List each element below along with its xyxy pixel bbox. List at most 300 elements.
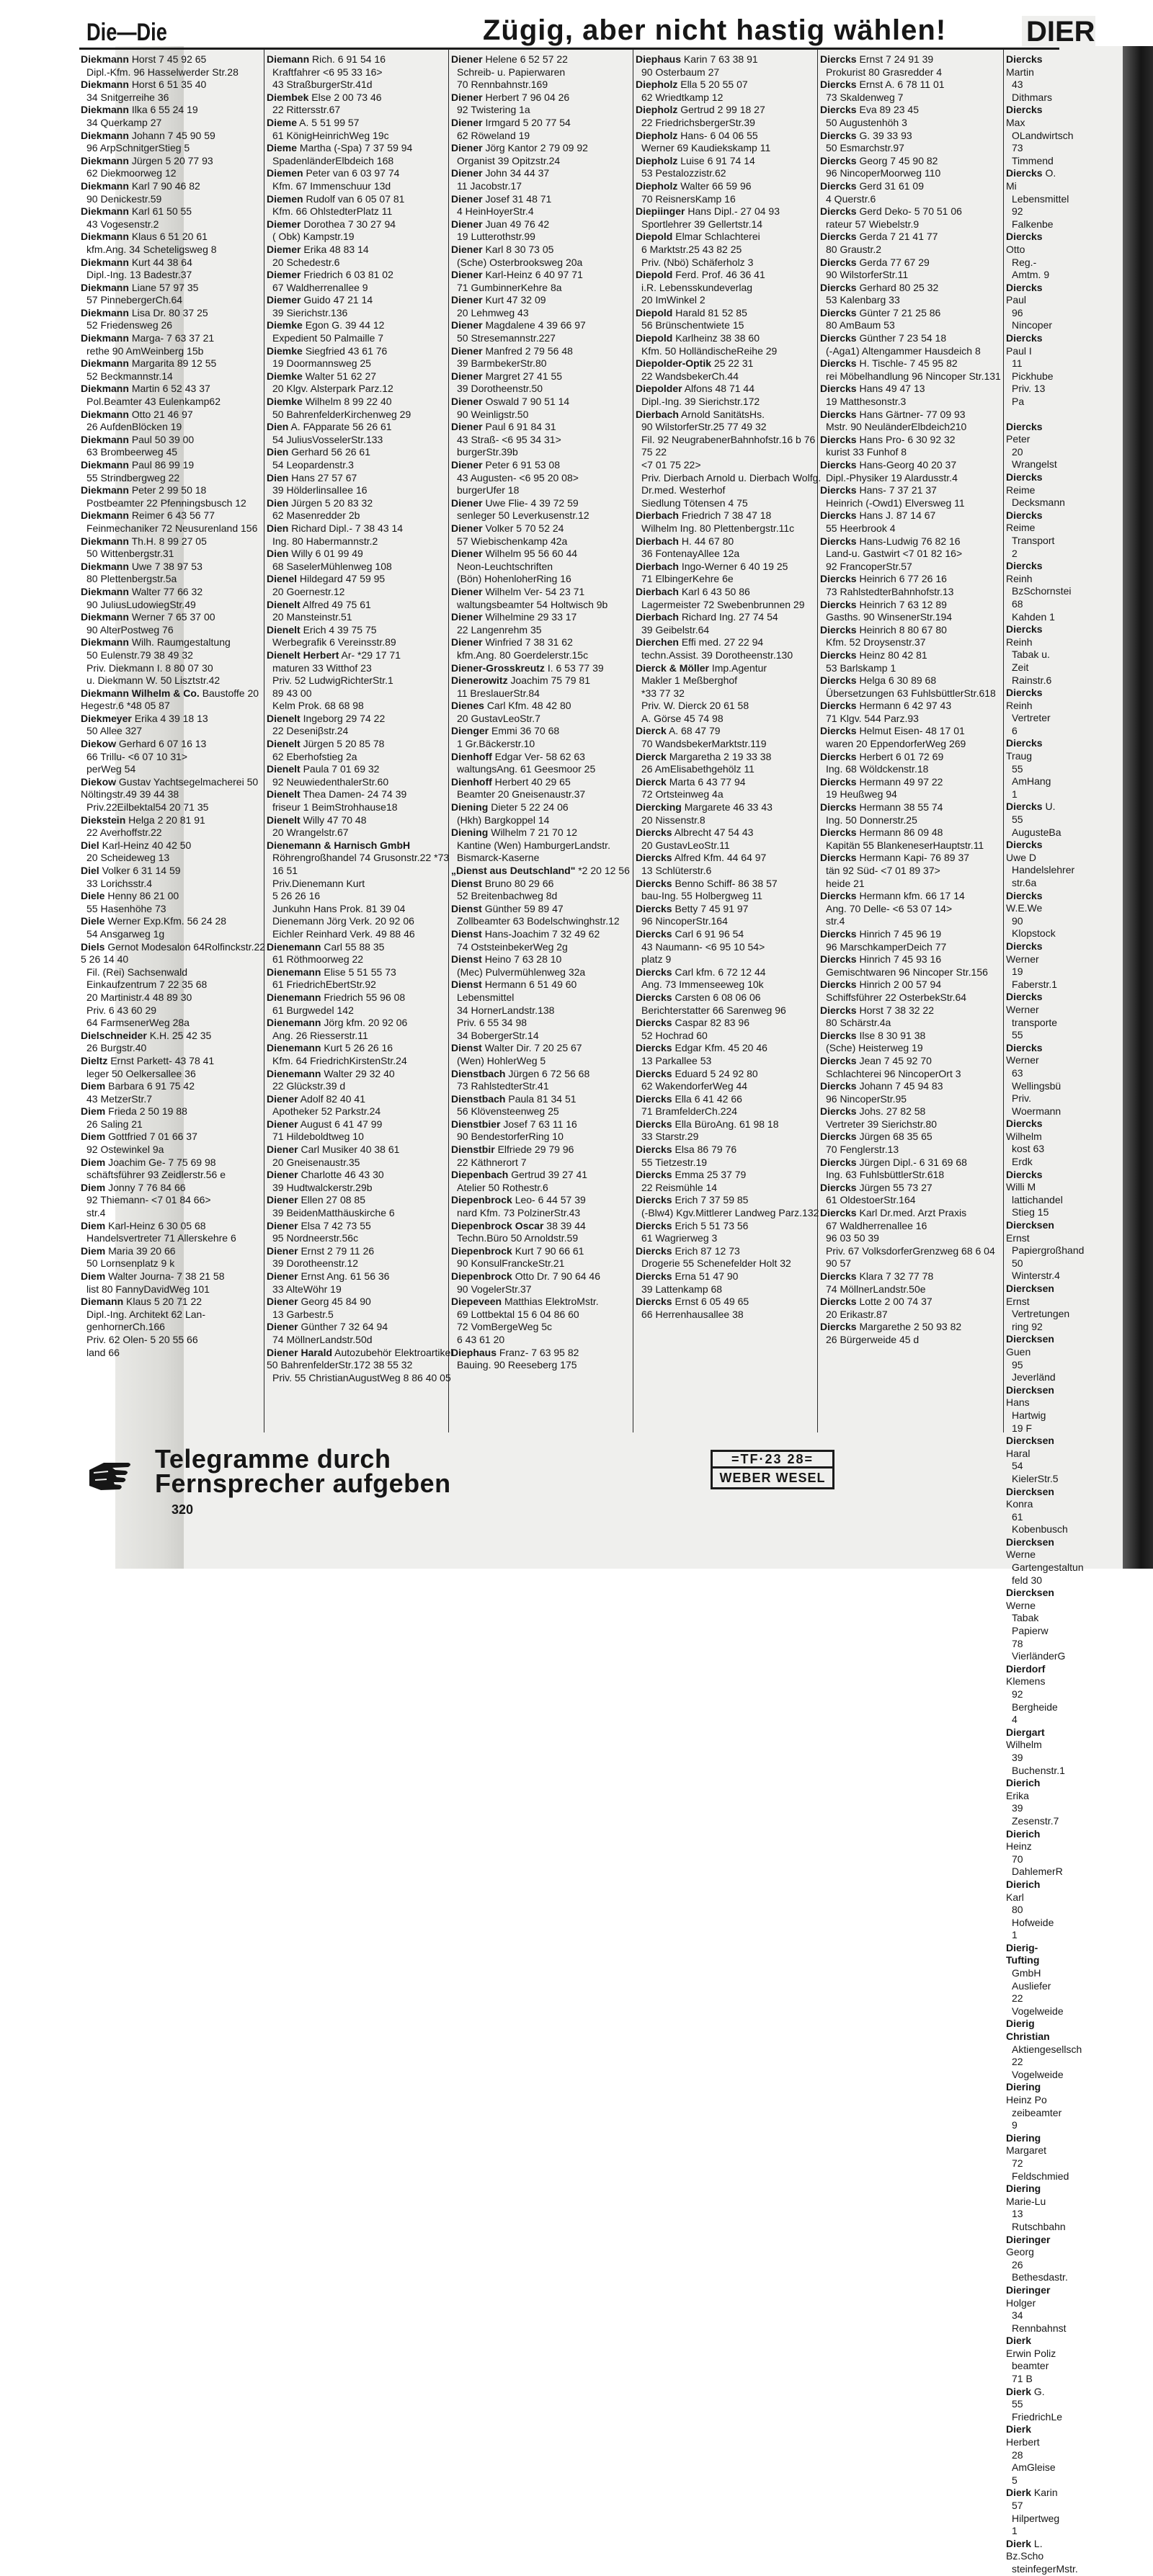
listing-name: Dieme (267, 142, 298, 154)
listing-details: ( Obk) Kampstr.19 (272, 231, 355, 243)
listing-name: Diepenbrock (451, 1244, 512, 1257)
listing-entry (1006, 1904, 1058, 1942)
listing-entry (81, 636, 268, 649)
listing-name: Diercks (820, 459, 857, 471)
listing-details: 43 MetzerStr.7 (86, 1092, 153, 1105)
listing-details: Rainstr.6 (1012, 674, 1052, 686)
listing-entry (636, 535, 823, 548)
listing-details: 55 Strindbergweg 22 (86, 471, 180, 483)
listing-entry (451, 509, 638, 522)
listing-entry (1006, 991, 1058, 1016)
listing-name: Diercks (1006, 231, 1043, 243)
listing-details: Reinh (1006, 572, 1033, 584)
listing-entry (451, 92, 638, 104)
listing-details: 34 Querkamp 27 (86, 116, 162, 128)
listing-entry (81, 1156, 268, 1169)
listing-details: Erika 4 39 18 13 (134, 712, 208, 724)
listing-details: *33 77 32 (641, 687, 685, 699)
listing-entry (81, 548, 268, 561)
listing-details: Günter 7 21 25 86 (859, 306, 941, 318)
listing-details: Hans (1006, 1396, 1030, 1409)
listing-entry (451, 294, 638, 307)
listing-entry (267, 1017, 454, 1030)
listing-entry (820, 1334, 1007, 1347)
listing-entry (1006, 53, 1058, 79)
listing-details: 20 ImWinkel 2 (641, 294, 705, 306)
listing-details: str.4 (826, 915, 845, 927)
listing-name: Diercks (820, 1131, 857, 1143)
listing-details: Willy 6 01 99 49 (291, 548, 363, 560)
listing-details: Herbert 6 01 72 69 (859, 750, 944, 762)
listing-details: 72 Ortsteinweg 4a (641, 788, 724, 801)
listing-entry (267, 434, 454, 447)
listing-entry (1006, 1828, 1058, 1853)
listing-details: (Wen) HohlerWeg 5 (457, 1054, 546, 1066)
listing-name: Diercking (636, 801, 682, 814)
listing-entry (451, 409, 638, 422)
listing-entry (1006, 915, 1058, 940)
listing-entry (1006, 1574, 1058, 1587)
listing-name: Diener (267, 1194, 298, 1206)
listing-entry (451, 244, 638, 257)
listing-details: Priv. Woermann (1012, 1092, 1061, 1117)
listing-details: 73 RahlstedterStr.41 (457, 1080, 549, 1092)
listing-name: Diercks (1006, 471, 1043, 483)
listing-name: Dierck & Möller (636, 661, 709, 674)
listing-details: 26 AmElisabethgehölz 11 (641, 763, 754, 775)
listing-name: Diembek (267, 91, 309, 103)
advertiser-logo (711, 1450, 834, 1494)
listing-name: Diercks (820, 129, 857, 141)
listing-name: Diercks (1006, 801, 1043, 813)
listing-details: GmbH Ausliefer (1012, 1967, 1051, 1992)
listing-name: Diercks (636, 1118, 672, 1130)
listing-details: 57 Hilpertweg 1 (1012, 2500, 1060, 2537)
listing-entry (820, 1182, 1007, 1195)
listing-details: Einkaufzentrum 7 22 35 68 (86, 979, 208, 991)
listing-entry (267, 713, 454, 726)
listing-name: Diercks (636, 826, 672, 839)
listing-entry (451, 218, 638, 231)
listing-name: Dienelt (267, 814, 301, 826)
listing-entry (636, 282, 823, 295)
listing-details: Erna 51 47 90 (675, 1270, 739, 1282)
listing-entry (636, 167, 823, 180)
listing-details: Techn.Büro 50 Arnoldstr.59 (457, 1232, 579, 1244)
listing-entry (1006, 763, 1058, 801)
listing-details: Erika 48 83 14 (303, 243, 369, 255)
listing-details: kost 63 Erdk (1012, 1143, 1045, 1168)
listing-name: Diem (81, 1131, 106, 1143)
listing-details: Werner (1006, 1003, 1039, 1015)
listing-details: Irmgard 5 20 77 54 (485, 116, 571, 128)
listing-entry (1006, 864, 1075, 877)
listing-entry (451, 662, 638, 675)
listing-entry (81, 573, 268, 586)
listing-entry (81, 319, 268, 332)
listing-entry (636, 915, 823, 928)
listing-entry (820, 53, 1007, 66)
listing-entry (451, 763, 638, 776)
listing-name: Diercksen (1006, 1435, 1054, 1447)
listing-details: 20 GustavLeoStr.7 (457, 712, 540, 724)
listing-details: ring 92 (1012, 1320, 1043, 1332)
listing-details: waltungsbeamter 54 Holtwisch 9b (457, 598, 608, 610)
listing-entry (636, 1105, 823, 1118)
listing-name: Diercks (820, 357, 857, 370)
listing-entry (1006, 1308, 1070, 1321)
listing-details: Guido 47 21 14 (303, 294, 373, 306)
listing-entry (81, 725, 268, 738)
listing-name: Diele (81, 890, 105, 902)
listing-entry (636, 1068, 823, 1081)
listing-entry (820, 307, 1007, 320)
listing-entry (820, 497, 1007, 510)
listing-entry (81, 1194, 268, 1207)
listing-details: Ernst A. 6 78 11 01 (859, 79, 945, 91)
listing-entry (1006, 471, 1058, 496)
listing-details: Th.H. 8 99 27 05 (131, 535, 207, 547)
listing-details: 25 22 31 (713, 357, 754, 370)
listing-details: Tabak u. Zeit (1012, 649, 1050, 673)
listing-details: Ing. 68 Wöldckenstr.18 (826, 763, 929, 775)
listing-details: Decksmann (1012, 496, 1065, 509)
listing-entry (1006, 2398, 1063, 2423)
listing-name: Diercks (820, 725, 857, 737)
listing-name: Diener (451, 294, 483, 306)
listing-name: Dierbach (636, 560, 679, 572)
listing-name: Dienelt (267, 712, 301, 724)
listing-entry (820, 662, 1007, 675)
listing-entry (81, 409, 268, 422)
listing-entry (267, 687, 454, 700)
advertisement-line-2: Fernsprecher aufgeben (155, 1469, 451, 1498)
listing-entry (451, 370, 638, 383)
listing-details: Martha (-Spa) 7 37 59 94 (299, 142, 413, 154)
listing-details: 90 WilstorferStr.11 (826, 269, 909, 281)
listing-details: Margret 27 41 55 (485, 370, 563, 382)
listing-details: 64 FarmsenerWeg 28a (86, 1017, 190, 1029)
listing-entry (451, 991, 638, 1004)
listing-details: 92 Ostewinkel 9a (86, 1144, 164, 1156)
listing-details: 62 Diekmoorweg 12 (86, 167, 177, 179)
listing-details: Karl 8 30 73 05 (485, 243, 554, 255)
listing-details: 50 Augustenhöh 3 (826, 116, 907, 128)
listing-entry (267, 763, 454, 776)
listing-entry (267, 345, 454, 358)
listing-details: 89 43 00 (272, 687, 312, 699)
listing-details: Marie-Lu (1006, 2195, 1046, 2207)
listing-entry (636, 852, 823, 865)
listing-entry (636, 231, 823, 244)
listing-entry (451, 1182, 638, 1195)
listing-details: Margarethe 2 50 93 82 (859, 1321, 962, 1333)
listing-details: feld 30 (1012, 1574, 1043, 1586)
listing-entry (636, 991, 823, 1004)
listing-details: Jonny 7 76 84 66 (108, 1181, 186, 1193)
listing-name: Dieme (267, 116, 298, 128)
listing-details: 61 Röthmoorweg 22 (272, 953, 364, 966)
listing-entry (636, 788, 823, 801)
listing-details: 20 Wrangelstr.67 (272, 826, 349, 839)
listing-details: 70 ReisnersKamp 16 (641, 192, 736, 205)
listing-name: Diem (81, 1181, 106, 1193)
listing-details: 39 HölderlinsalIee 16 (272, 484, 368, 496)
listing-details: 39 Dorotheenstr.50 (457, 383, 543, 395)
listing-details: Jürgen Dipl.- 6 31 69 68 (859, 1156, 967, 1168)
listing-name: Diercks (636, 991, 672, 1003)
listing-details: Peter van 6 03 97 74 (306, 167, 400, 179)
listing-entry (267, 1144, 454, 1156)
listing-details: burgerUfer 18 (457, 484, 520, 496)
listing-name: Diercks (636, 877, 672, 889)
listing-entry (820, 459, 1007, 472)
listing-details: 62 Wriedtkamp 12 (641, 91, 724, 103)
listing-name: Dienemann (267, 1042, 321, 1054)
listing-details: Dipl.-Kfm. 96 Hasselwerder Str.28 (86, 66, 239, 78)
header-rule (79, 48, 1059, 50)
listing-details: Martin 6 52 43 37 (131, 383, 210, 395)
listing-details: Eva 89 23 45 (859, 104, 919, 116)
listing-entry (820, 332, 1007, 345)
listing-entry (81, 738, 268, 751)
listing-entry (820, 104, 1007, 117)
listing-details: Karin 7 63 38 91 (683, 53, 758, 65)
listing-entry (1006, 1587, 1058, 1612)
listing-entry (1006, 1561, 1084, 1574)
listing-name: Diekmann (81, 560, 129, 572)
listing-entry (81, 624, 268, 637)
listing-details: 22 Vogelweide (1012, 2056, 1064, 2080)
listing-details: Dorothea 7 30 27 94 (303, 218, 396, 230)
listing-entry (267, 244, 454, 257)
listing-details: 6 43 61 20 (457, 1333, 505, 1345)
listing-name: Diercks (1006, 737, 1043, 749)
listing-entry (820, 269, 1007, 282)
listing-entry (451, 345, 638, 358)
listing-entry (636, 763, 823, 776)
listing-entry (451, 1030, 638, 1043)
listing-entry (636, 130, 823, 143)
listing-name: Dienstbach (451, 1067, 506, 1079)
listing-entry (81, 852, 268, 865)
listing-details: Ferd. Prof. 46 36 41 (675, 269, 765, 281)
listing-entry (451, 624, 638, 637)
listing-details: heide 21 (826, 877, 865, 889)
listing-column-6-cropped (1006, 53, 1085, 2575)
listing-details: 69 Lottbektal 15 6 04 86 60 (457, 1308, 579, 1320)
listing-details: rethe 90 AmWeinberg 15b (86, 344, 204, 357)
listing-entry (451, 193, 638, 206)
listing-name: Diercks (820, 1080, 857, 1092)
listing-entry (820, 257, 1007, 269)
listing-entry (636, 903, 823, 916)
listing-entry (820, 991, 1007, 1004)
listing-name: Dierk (1006, 2385, 1032, 2397)
listing-entry (451, 915, 638, 928)
listing-details: Georg 45 84 90 (301, 1296, 371, 1308)
listing-entry (820, 624, 1007, 637)
listing-entry (451, 687, 638, 700)
listing-entry (267, 409, 454, 422)
listing-details: Priv. (Nbö) Schäferholz 3 (641, 256, 754, 268)
listing-name: Dierbach (636, 408, 679, 420)
listing-entry (636, 92, 823, 104)
listing-details: Prokurist 80 Grasredder 4 (826, 66, 943, 78)
listing-details: H. 44 67 80 (681, 535, 734, 547)
listing-details: Hildegard 47 59 95 (299, 573, 386, 585)
listing-name: Diener (267, 1144, 298, 1156)
listing-name: Diemer (267, 269, 301, 281)
listing-entry (451, 535, 638, 548)
listing-entry (81, 979, 268, 991)
listing-details: 52 Breitenbachweg 8d (457, 890, 558, 902)
listing-name: Dieltz (81, 1054, 108, 1066)
listing-details: Oswald 7 90 51 14 (485, 396, 570, 408)
listing-name: Diekmann (81, 408, 129, 420)
listing-entry (451, 1055, 638, 1068)
listing-column-2 (267, 53, 454, 1430)
listing-details: 34 HornerLandstr.138 (457, 1004, 555, 1016)
listing-details: (Sche) Heisterweg 19 (826, 1042, 923, 1054)
listing-entry (451, 1283, 638, 1296)
listing-entry (451, 383, 638, 396)
listing-entry (636, 1004, 823, 1017)
listing-entry (267, 1118, 454, 1131)
listing-entry (267, 1093, 454, 1106)
listing-details: Stieg 15 (1012, 1206, 1049, 1218)
listing-details: Kelm Prok. 68 68 98 (272, 700, 364, 712)
listing-name: Diercks (636, 902, 672, 914)
listing-name: Diepolder (636, 383, 682, 395)
listing-entry (820, 92, 1007, 104)
listing-details: Dipl.-Physiker 19 Alardusstr.4 (826, 471, 958, 483)
listing-details: Übersetzungen 63 FuhlsbüttlerStr.618 (826, 687, 996, 699)
listing-entry (636, 1207, 823, 1220)
listing-details: 13 Rutschbahn (1012, 2208, 1066, 2232)
listing-details: Gartengestaltun (1012, 1561, 1084, 1574)
listing-entry (1006, 1510, 1068, 1536)
listing-details: Winfried 7 38 31 62 (485, 636, 573, 649)
listing-name: Diercks (820, 1207, 857, 1219)
listing-entry (81, 332, 268, 345)
listing-name: Diercks (820, 383, 857, 395)
listing-details: 92 FrancoperStr.57 (826, 560, 912, 572)
listing-details: Horst 6 51 35 40 (131, 79, 207, 91)
listing-entry (267, 205, 454, 218)
listing-entry (81, 383, 268, 396)
listing-details: Hans-Joachim 7 32 49 62 (484, 927, 600, 940)
listing-name: Diemer (267, 218, 301, 230)
listing-details: 90 BendestorferRing 10 (457, 1131, 564, 1143)
listing-details: Friedrich 6 03 81 02 (303, 269, 393, 281)
listing-details: Erich 5 51 73 56 (675, 1219, 749, 1231)
listing-entry (636, 662, 823, 675)
listing-entry (820, 1093, 1007, 1106)
listing-details: Handelsvertreter 71 Allerskehre 6 (86, 1232, 236, 1244)
listing-details: 74 MöllnerLandstr.50d (272, 1333, 373, 1345)
listing-entry (267, 104, 454, 117)
listing-entry (451, 573, 638, 586)
listing-details: Werne (1006, 1548, 1036, 1561)
listing-details: Konra (1006, 1498, 1033, 1510)
listing-details: 19 Lutterothstr.99 (457, 231, 535, 243)
listing-entry (1006, 1612, 1058, 1637)
listing-details: Gerhard 80 25 32 (859, 281, 939, 293)
listing-entry (1006, 2258, 1068, 2284)
listing-details: 66 Trillu- <6 07 10 31> (86, 750, 188, 762)
listing-details: Erich 87 12 73 (675, 1244, 740, 1257)
listing-entry (451, 878, 638, 891)
listing-details: Hans Dipl.- 27 04 93 (687, 205, 780, 218)
listing-name: Dierk (1006, 2537, 1032, 2549)
listing-details: Friedrich 55 96 08 (324, 991, 406, 1003)
listing-name: Diem (81, 1219, 106, 1231)
listing-details: Wilhelm Ver- 54 23 71 (485, 585, 585, 597)
listing-details: 70 Rennbahnstr.169 (457, 79, 548, 91)
listing-details: Ing. 50 Donnerstr.25 (826, 814, 917, 826)
listing-entry (267, 801, 454, 814)
listing-entry (1006, 1017, 1058, 1042)
listing-entry (451, 205, 638, 218)
listing-name: Diepold (636, 332, 673, 344)
listing-column-1 (81, 53, 268, 1430)
advertisement-banner (86, 1444, 1023, 1500)
listing-entry (820, 700, 1007, 713)
listing-name: Diemen (267, 192, 303, 205)
listing-details: 92 Twistering 1a (457, 104, 530, 116)
listing-name: Diercks (636, 852, 672, 864)
listing-details: Schreib- u. Papierwaren (457, 66, 566, 78)
listing-entry (820, 1105, 1007, 1118)
listing-entry (81, 497, 268, 510)
listing-entry (451, 1131, 638, 1144)
listing-entry (636, 1194, 823, 1207)
listing-details: Priv. Diekmann I. 8 80 07 30 (86, 661, 213, 674)
listing-details: Karl Dr.med. Arzt Praxis (859, 1207, 967, 1219)
listing-name: Dienhoff (451, 775, 492, 788)
listing-entry (451, 282, 638, 295)
listing-name: Diercks (820, 433, 857, 445)
listing-details: Magdalene 4 39 66 97 (485, 319, 586, 331)
listing-entry (81, 890, 268, 903)
listing-details: kfm.Ang. 34 Scheteligsweg 8 (86, 243, 217, 255)
listing-name: Diepiinger (636, 205, 685, 218)
listing-entry (1006, 509, 1058, 535)
listing-details: 61 Burgwedel 142 (272, 1004, 354, 1016)
listing-name: Diener (451, 116, 483, 128)
listing-details: 22 FriedrichsbergerStr.39 (641, 116, 755, 128)
listing-details: Charlotte 46 43 30 (301, 1169, 384, 1181)
listing-name: Diener (451, 585, 483, 597)
listing-name: Diekmann (81, 357, 129, 370)
listing-details: Jürgen 6 72 56 68 (508, 1067, 590, 1079)
listing-details: 53 Kalenbarg 33 (826, 294, 900, 306)
listing-entry (820, 446, 1007, 459)
listing-details: Otto (1006, 243, 1025, 255)
listing-name: Diercks (1006, 839, 1043, 851)
listing-details: Ing. 80 Habermannstr.2 (272, 535, 378, 547)
listing-entry (636, 561, 823, 574)
listing-details: Johann 7 45 94 83 (859, 1080, 943, 1092)
listing-name: Dien (267, 471, 289, 483)
listing-entry (636, 674, 823, 687)
listing-entry (267, 826, 454, 839)
listing-name: Diener (451, 142, 483, 154)
listing-details: Henny 86 21 00 (107, 890, 179, 902)
listing-details: Karl-Heinz 40 42 50 (102, 839, 192, 851)
listing-details: Lebensmittel (1012, 192, 1069, 205)
